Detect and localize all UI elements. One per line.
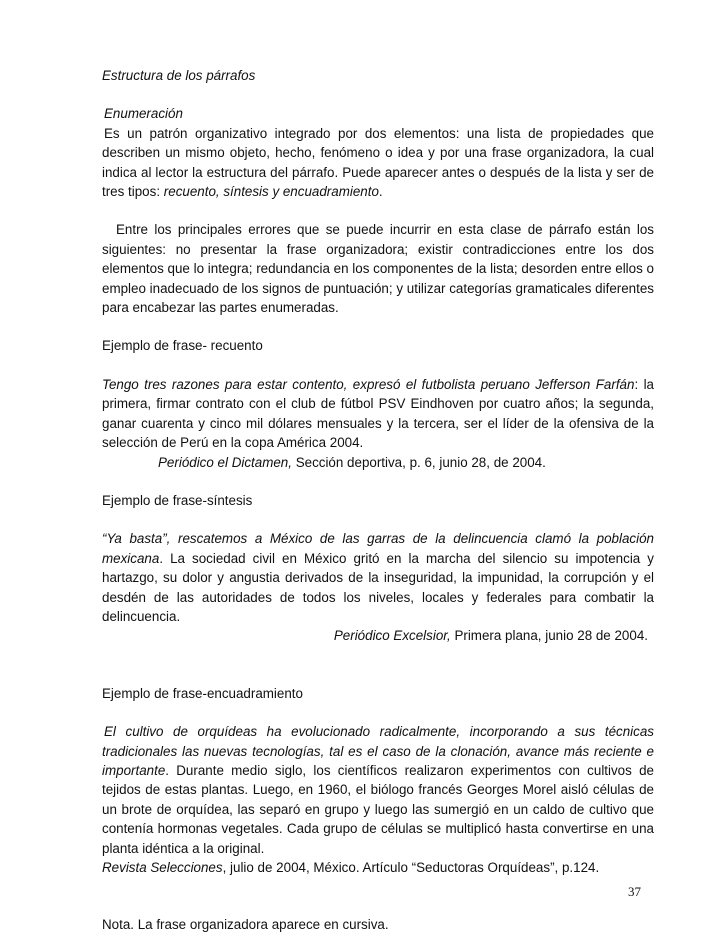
source-name: Periódico el Dictamen, <box>158 454 292 470</box>
organizing-sentence: Tengo tres razones para estar contento, expresó el futbolista peruano Jefferson Farfán <box>102 376 635 392</box>
errors-paragraph: Entre los principales errores que se puede incurrir en esta clase de párrafo están los siguientes: no presentar la frase organizadora; existir contradicciones entre los dos elementos que lo integra; redundancia en los componentes de la lista; desorden entre ellos o empleo inadecuado de los signos de puntuación; y utilizar categorías gramaticales diferentes para encabezar las partes enumeradas. <box>102 222 654 316</box>
example-sintesis-heading: Ejemplo de frase-síntesis <box>102 492 253 508</box>
source-details: Sección deportiva, p. 6, junio 28, de 2004. <box>291 454 546 470</box>
example-encuadramiento-heading: Ejemplo de frase-encuadramiento <box>102 685 303 701</box>
example-body: : la primera, firmar contrato con el club de fútbol PSV Eindhoven por cuatro años; la segunda, ganar cuarenta y cinco mil dólares mensuales y la tercera, ser el líder de la ofensiva de la selección de Perú en la copa América 2004. <box>102 376 654 451</box>
definition-types: recuento, síntesis y encuadramiento <box>163 184 379 200</box>
document-page <box>102 66 654 935</box>
definition-end: . <box>378 184 383 200</box>
example-recuento-source <box>102 453 654 472</box>
example-sintesis-text <box>102 529 654 626</box>
example-body: . La sociedad civil en México gritó en la marcha del silencio su impotencia y hartazgo, su dolor y angustia derivados de la inseguridad, la impunidad, la corrupción y el desdén de las autoridades de todos los niveles, locales y federales para combatir la delincuencia. <box>102 550 654 624</box>
enumeration-definition <box>102 124 654 202</box>
organizing-sentence: “Ya basta”, rescatemos a México de las garras de la delincuencia clamó la población mexicana <box>102 531 654 566</box>
enumeration-heading: Enumeración <box>104 106 183 122</box>
source-name: Periódico Excelsior, <box>333 628 451 644</box>
section-title: Estructura de los párrafos <box>102 68 256 83</box>
note: Nota. La frase organizadora aparece en cursiva. <box>102 917 389 933</box>
organizing-sentence: El cultivo de orquídeas ha evolucionado radicalmente, incorporando a sus técnicas tradicionales las nuevas tecnologías, tal es el caso de la clonación, avance más reciente e importante <box>102 724 654 778</box>
example-encuadramiento-source <box>102 858 654 877</box>
example-recuento-heading: Ejemplo de frase- recuento <box>102 338 263 354</box>
example-sintesis-source <box>102 626 654 645</box>
page-number: 37 <box>628 884 641 899</box>
example-encuadramiento-text <box>102 722 654 858</box>
example-body: . Durante medio siglo, los científicos realizaron experimentos con cultivos de tejidos de estas plantas. Luego, en 1960, el biólogo francés Georges Morel aisló células de un brote de orquídea, las separó en grupo y luego las sumergió en un caldo de cultivo que contenía hormonas vegetales. Cada grupo de células se multiplicó hasta convertirse en una planta idéntica a la original. <box>102 762 654 856</box>
source-details: Primera plana, junio 28 de 2004. <box>450 628 648 644</box>
source-name: Revista Selecciones <box>102 860 223 875</box>
source-details: , julio de 2004, México. Artículo “Seductoras Orquídeas”, p.124. <box>222 860 600 875</box>
definition-text: Es un patrón organizativo integrado por dos elementos: una lista de propiedades que describen un mismo objeto, hecho, fenómeno o idea y por una frase organizadora, la cual indica al lector la estructura del párrafo. Puede aparecer antes o después de la lista y ser de tres tipos: <box>102 125 654 200</box>
example-recuento-text <box>102 375 654 453</box>
